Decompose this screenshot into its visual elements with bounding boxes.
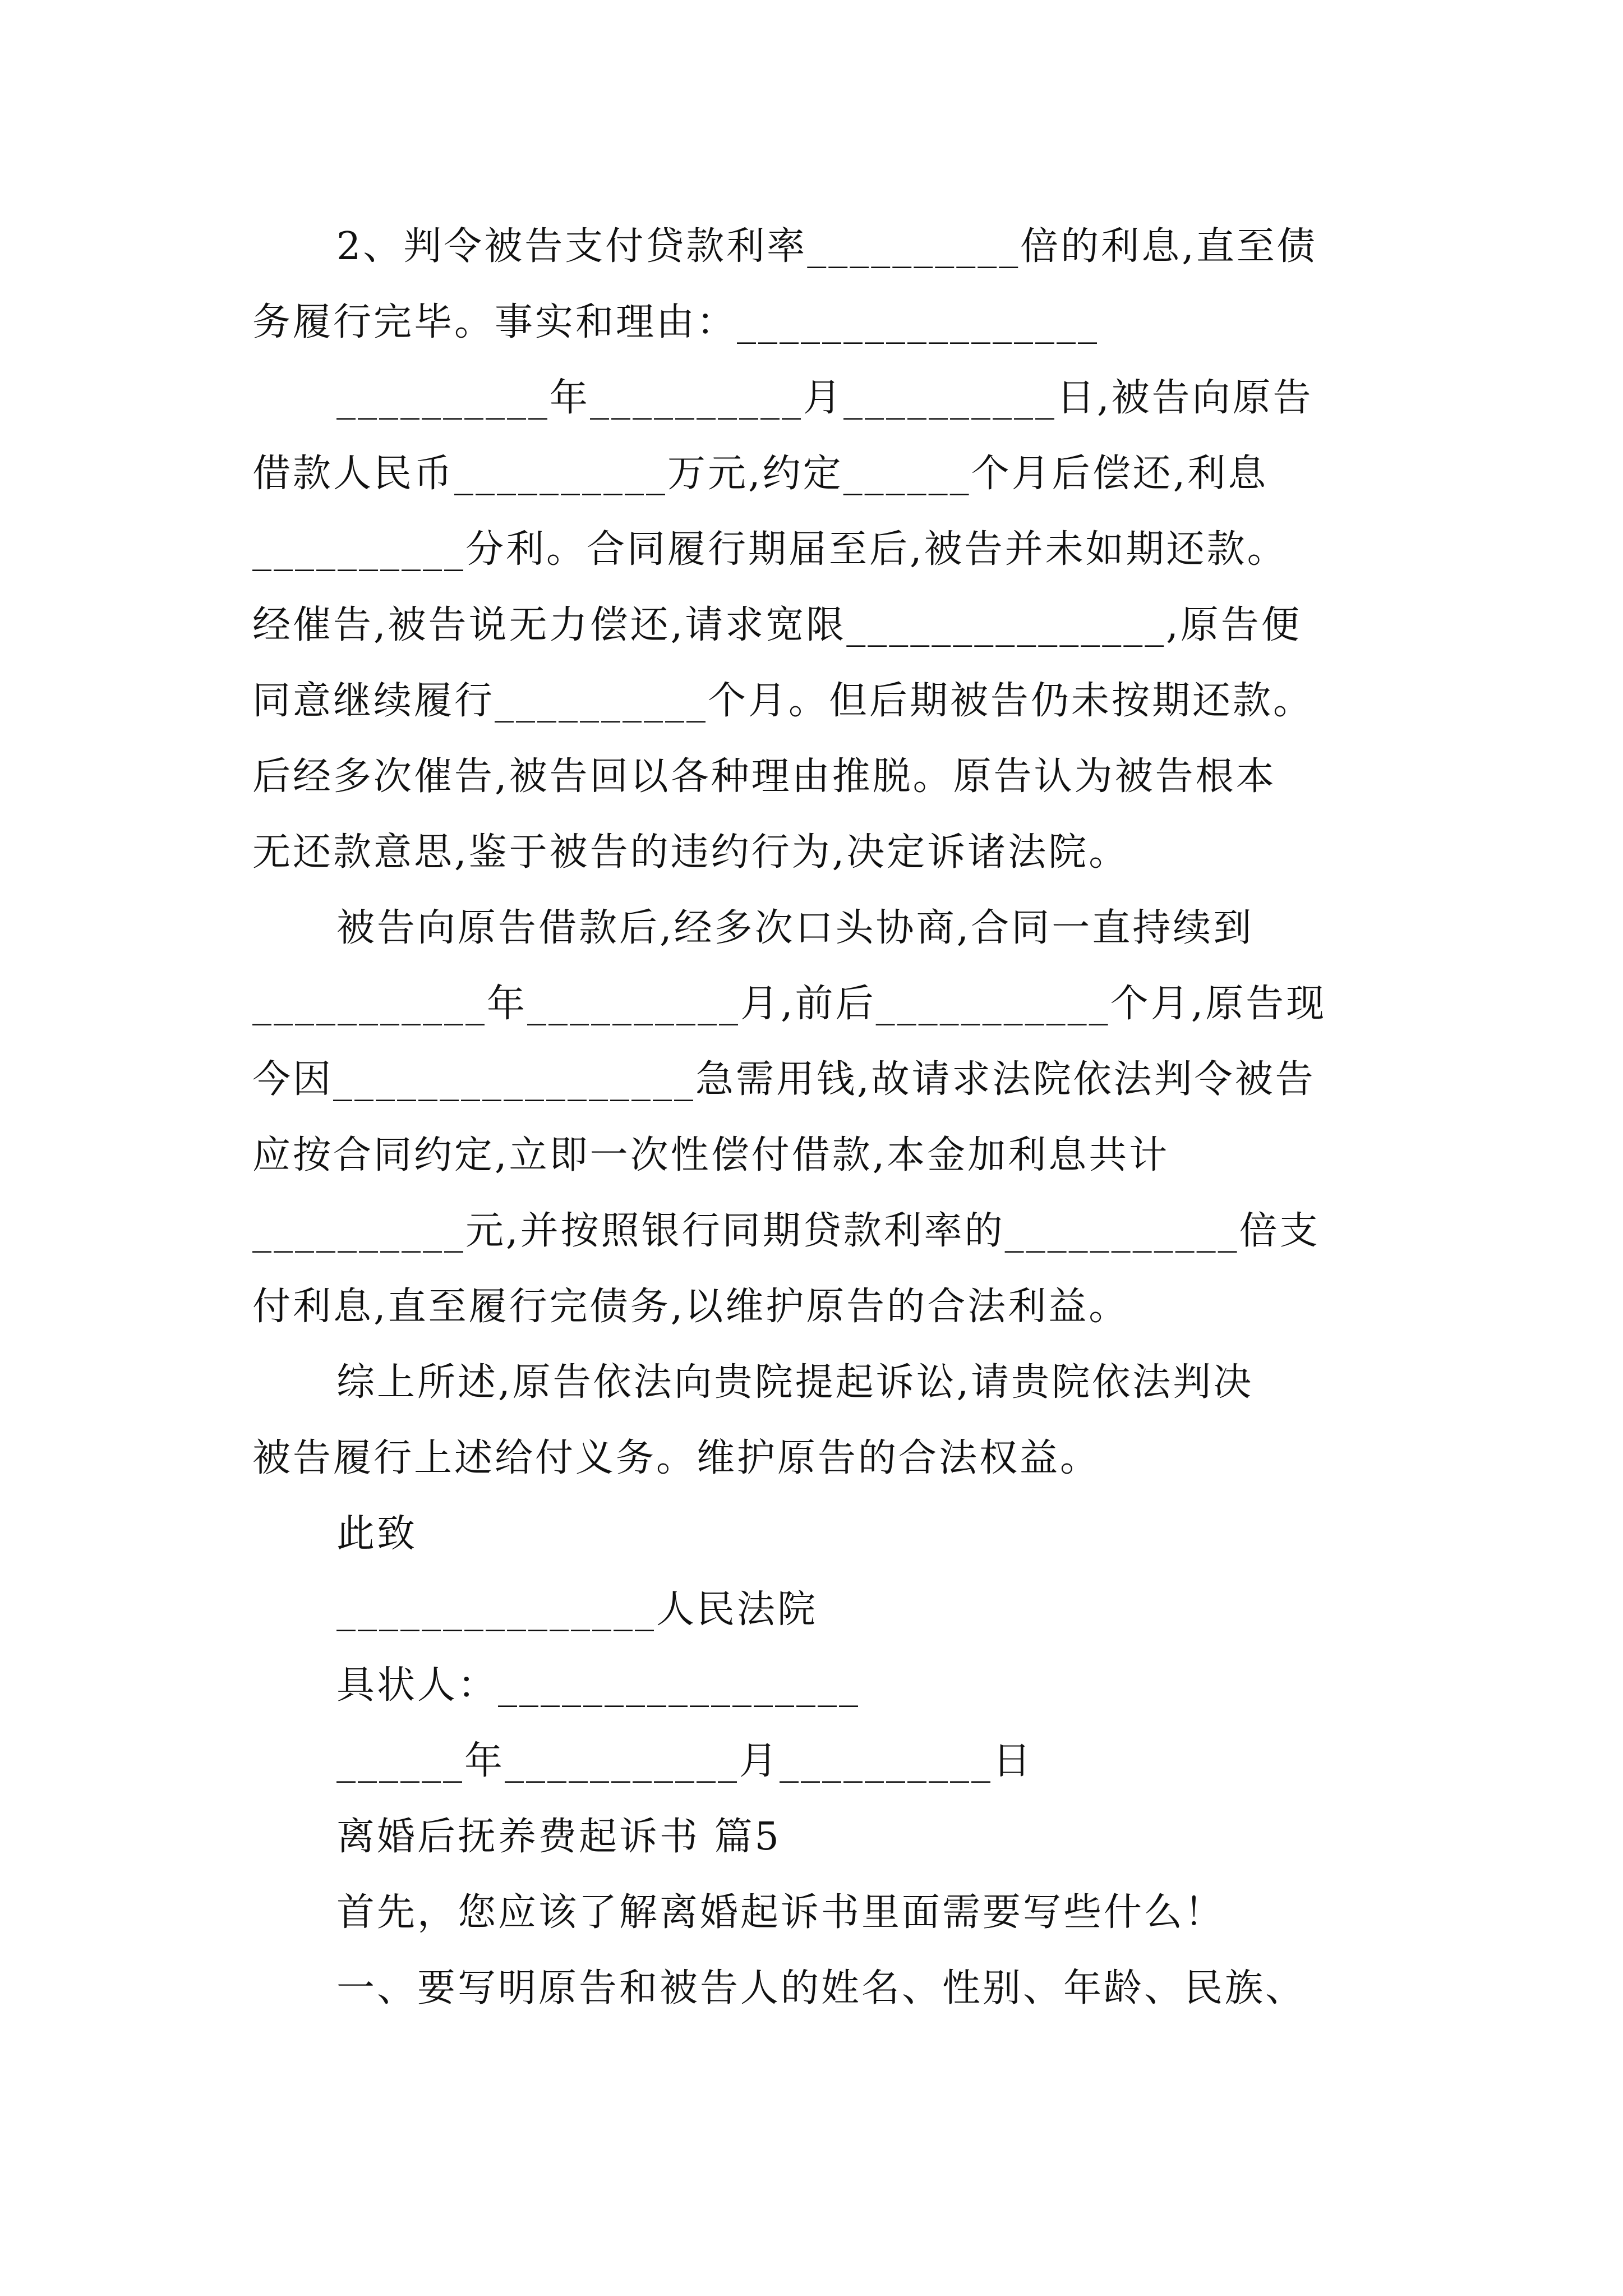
- text-line: _______________人民法院: [336, 1588, 818, 1632]
- text-line: ______年___________月__________日: [336, 1739, 1034, 1783]
- text-line: 2、判令被告支付贷款利率__________倍的利息,直至债: [336, 224, 1317, 269]
- text-line: __________分利。合同履行期届至后,被告并未如期还款。: [252, 527, 1288, 572]
- text-line: 借款人民币__________万元,约定______个月后偿还,利息: [252, 452, 1269, 496]
- text-line: 此致: [336, 1512, 418, 1556]
- text-line: 务履行完毕。事实和理由：_________________: [252, 300, 1100, 344]
- text-line: 同意继续履行__________个月。但后期被告仍未按期还款。: [252, 679, 1314, 723]
- section-heading: 离婚后抚养费起诉书 篇5: [336, 1815, 781, 1859]
- text-line: 具状人：_________________: [336, 1663, 861, 1708]
- text-line: 今因_________________急需用钱,故请求法院依法判令被告: [252, 1057, 1316, 1102]
- text-line: 后经多次催告,被告回以各种理由推脱。原告认为被告根本: [252, 754, 1276, 799]
- text-line: 综上所述,原告依法向贵院提起诉讼,请贵院依法判决: [336, 1360, 1254, 1405]
- text-line: __________元,并按照银行同期贷款利率的___________倍支: [252, 1209, 1320, 1253]
- text-line: 首先，您应该了解离婚起诉书里面需要写些什么！: [336, 1890, 1225, 1935]
- text-line: __________年__________月__________日,被告向原告: [336, 376, 1313, 420]
- text-line: 被告向原告借款后,经多次口头协商,合同一直持续到: [336, 906, 1254, 950]
- text-line: ___________年__________月,前后___________个月,原告现: [252, 982, 1327, 1026]
- text-line: 经催告,被告说无力偿还,请求宽限_______________,原告便: [252, 603, 1302, 647]
- text-line: 付利息,直至履行完债务,以维护原告的合法利益。: [252, 1285, 1129, 1329]
- text-line: 应按合同约定,立即一次性偿付借款,本金加利息共计: [252, 1133, 1170, 1177]
- text-line: 被告履行上述给付义务。维护原告的合法权益。: [252, 1436, 1101, 1480]
- text-line: 一、要写明原告和被告人的姓名、性别、年龄、民族、: [336, 1966, 1306, 2010]
- text-line: 无还款意思,鉴于被告的违约行为,决定诉诸法院。: [252, 830, 1129, 875]
